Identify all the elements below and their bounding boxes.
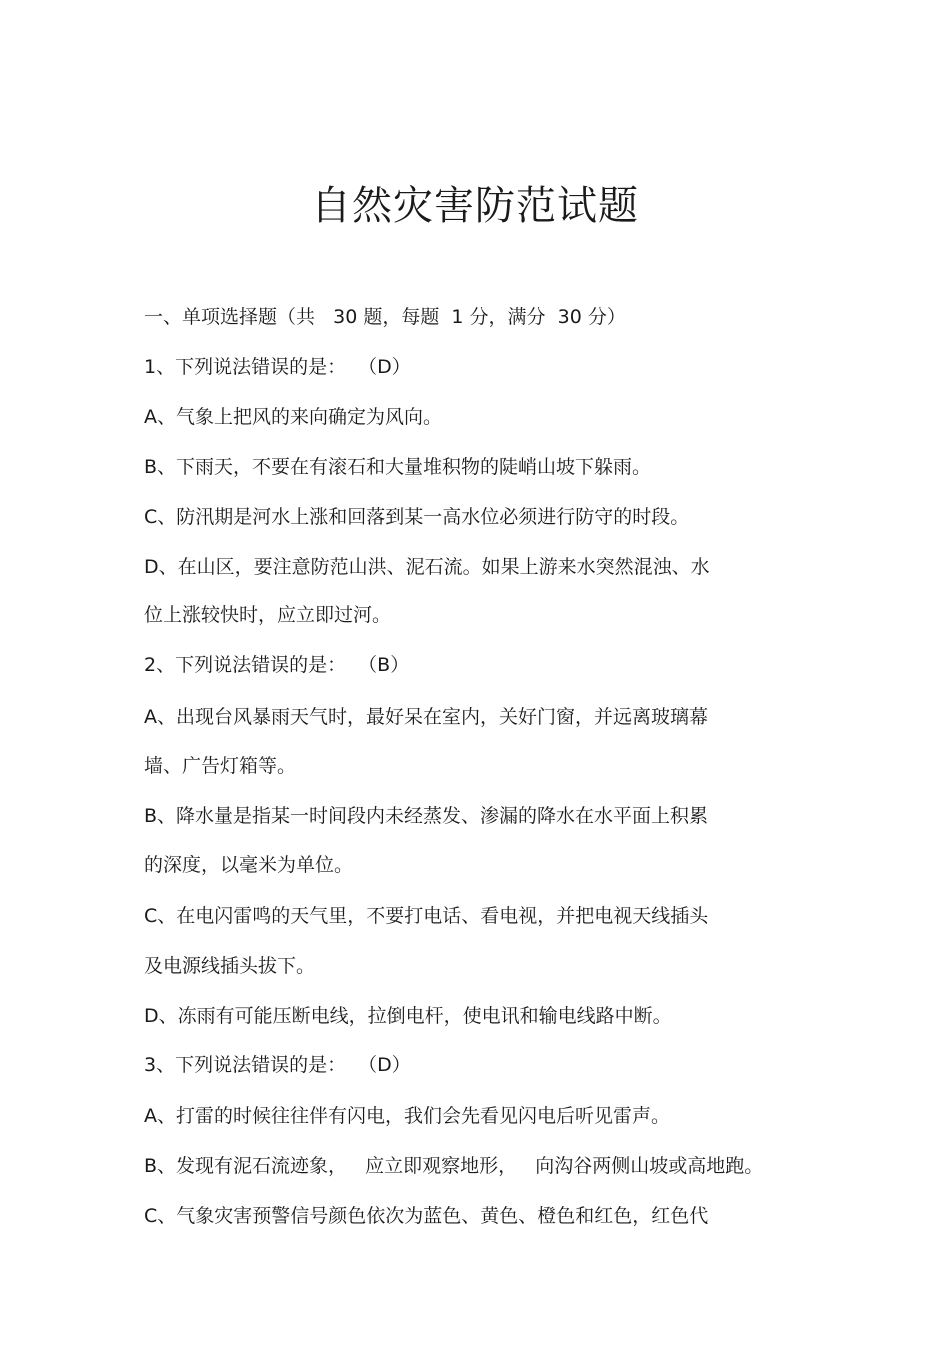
question-1-option-a: A、气象上把风的来向确定为风向。: [144, 406, 442, 428]
question-1-option-d: D、在山区，要注意防范山洪、泥石流。如果上游来水突然混浊、水: [144, 556, 710, 578]
question-2-option-a-cont: 墙、广告灯箱等。: [144, 755, 297, 777]
question-2-option-c: C、在电闪雷鸣的天气里，不要打电话、看电视，并把电视天线插头: [144, 905, 709, 927]
question-1: 1、下列说法错误的是： （D）: [144, 356, 411, 378]
question-3-option-c: C、气象灾害预警信号颜色依次为蓝色、黄色、橙色和红色，红色代: [144, 1205, 709, 1227]
question-1-option-d-cont: 位上涨较快时，应立即过河。: [144, 604, 392, 626]
question-1-option-b: B、下雨天，不要在有滚石和大量堆积物的陡峭山坡下躲雨。: [144, 456, 652, 478]
question-2-option-b: B、降水量是指某一时间段内未经蒸发、渗漏的降水在水平面上积累: [144, 805, 709, 827]
question-2-option-d: D、冻雨有可能压断电线，拉倒电杆，使电讯和输电线路中断。: [144, 1005, 672, 1027]
question-2-option-b-cont: 的深度，以毫米为单位。: [144, 854, 354, 876]
question-3: 3、下列说法错误的是： （D）: [144, 1054, 411, 1076]
question-2: 2、下列说法错误的是： （B）: [144, 654, 410, 676]
document-title: 自然灾害防范试题: [311, 183, 639, 229]
question-1-option-c: C、防汛期是河水上涨和回落到某一高水位必须进行防守的时段。: [144, 506, 690, 528]
question-2-option-a: A、出现台风暴雨天气时，最好呆在室内，关好门窗，并远离玻璃幕: [144, 706, 708, 728]
question-3-option-b: B、发现有泥石流迹象， 应立即观察地形， 向沟谷两侧山坡或高地跑。: [144, 1155, 764, 1177]
question-3-option-a: A、打雷的时候往往伴有闪电，我们会先看见闪电后听见雷声。: [144, 1105, 670, 1127]
question-2-option-c-cont: 及电源线插头拔下。: [144, 955, 316, 977]
section-heading: 一、单项选择题（共 30 题，每题 1 分，满分 30 分）: [144, 306, 626, 328]
